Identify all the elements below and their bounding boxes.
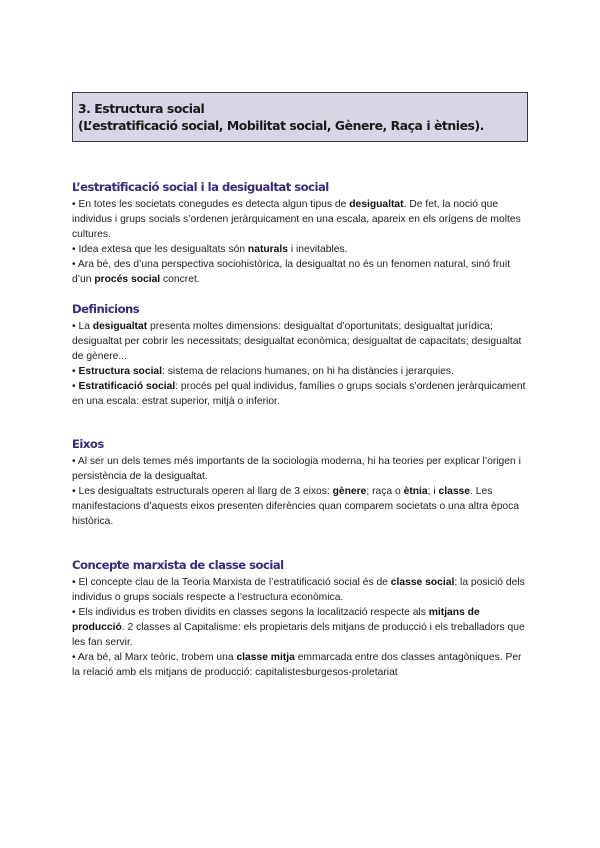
bold-term: gènere — [332, 486, 367, 497]
text-run: • La — [72, 321, 93, 332]
bold-term: naturals — [247, 244, 288, 255]
section-heading: L’estratificació social i la desigualtat social — [72, 180, 329, 194]
bold-term: classe social — [390, 577, 455, 588]
text-run: ; raça o — [366, 486, 404, 497]
text-run: • Idea extesa que les desigualtats són — [72, 244, 248, 255]
bold-term: procés social — [94, 274, 161, 285]
text-run: i inevitables. — [287, 244, 348, 255]
text-run: • En totes les societats conegudes es detecta algun tipus de — [72, 199, 350, 210]
bold-term: desigualtat — [92, 321, 148, 332]
section-estratificacio — [72, 179, 532, 287]
bold-term: classe mitja — [236, 652, 295, 663]
paragraph — [72, 605, 532, 650]
paragraph — [72, 454, 532, 484]
text-run: • Ara bé, al Marx teòric, trobem una — [72, 652, 237, 663]
paragraph — [72, 575, 532, 605]
text-run: : sistema de relacions humanes, on hi ha distàncies i jerarquies. — [162, 366, 454, 377]
text-run: . De fet, la noció que individus i grups socials s’ordenen jeràrquicament en una escala, apareix en els orígens de moltes cultures. — [72, 199, 521, 240]
paragraph — [72, 242, 532, 257]
paragraph — [72, 379, 532, 409]
section-heading: Eixos — [72, 437, 104, 451]
text-run: emmarcada entre dos classes antagòniques. Per la relació amb els mitjans de producció: capitalistesburgesos-proletariat — [72, 652, 522, 678]
text-run: • El concepte clau de la Teoria Marxista de l’estratificació social és de — [72, 577, 391, 588]
bold-term: ètnia — [403, 486, 428, 497]
text-run: . 2 classes al Capitalisme: els propietaris dels mitjans de producció i els treballadors que les fan servir. — [72, 622, 525, 648]
paragraph — [72, 484, 532, 529]
text-run: • Al ser un dels temes més importants de la sociologia moderna, hi ha teories per explicar l’origen i persistència de la desigualtat. — [72, 456, 521, 482]
text-run: ; i — [427, 486, 439, 497]
bold-term: classe — [438, 486, 471, 497]
bold-term: desigualtat — [349, 199, 404, 210]
text-run: : procés pel qual individus, famílies o grups socials s’ordenen jeràrquicament en una escala: estrat superior, mitjà o inferior. — [72, 381, 526, 407]
text-run: : la posició dels individus o grups socials respecte a l’estructura econòmica. — [72, 577, 525, 603]
paragraph — [72, 319, 532, 364]
section-heading: Concepte marxista de classe social — [72, 558, 284, 572]
text-run: • Ara bé, des d’una perspectiva sociohistòrica, la desigualtat no és un fenomen natural, sinó fruit d’un — [72, 259, 511, 285]
text-run: • Les desigualtats estructurals operen al llarg de 3 eixos: — [72, 486, 333, 497]
text-run: . Les manifestacions d’aquests eixos presenten diferències quan comparem societats o una altra època històrica. — [72, 486, 520, 527]
bold-term: Estructura social — [78, 366, 163, 377]
text-run: concret. — [160, 274, 200, 285]
text-run: presenta moltes dimensions: desigualtat d’oportunitats; desigualtat jurídica; desigualtat per cobrir les necessitats; desigualtat econòmica; desigualtat de capacitats; desigualtat de gènere... — [72, 321, 522, 362]
text-run: • — [72, 366, 79, 377]
title-line-1: 3. Estructura social — [78, 101, 205, 116]
section-classe-social — [72, 557, 532, 680]
paragraph — [72, 364, 532, 379]
title-line-2: (L’estratificació social, Mobilitat social, Gènere, Raça i ètnies). — [78, 118, 484, 133]
paragraph — [72, 257, 532, 287]
section-definicions — [72, 301, 532, 409]
title-box — [72, 92, 528, 142]
bold-term: mitjans de producció — [72, 607, 480, 633]
section-eixos — [72, 436, 532, 529]
text-run: • — [72, 381, 79, 392]
section-heading: Definicions — [72, 302, 140, 316]
bold-term: Estratificació social — [78, 381, 176, 392]
paragraph — [72, 650, 532, 680]
text-run: • Els individus es troben dividits en classes segons la localització respecte als — [72, 607, 429, 618]
paragraph — [72, 197, 532, 242]
